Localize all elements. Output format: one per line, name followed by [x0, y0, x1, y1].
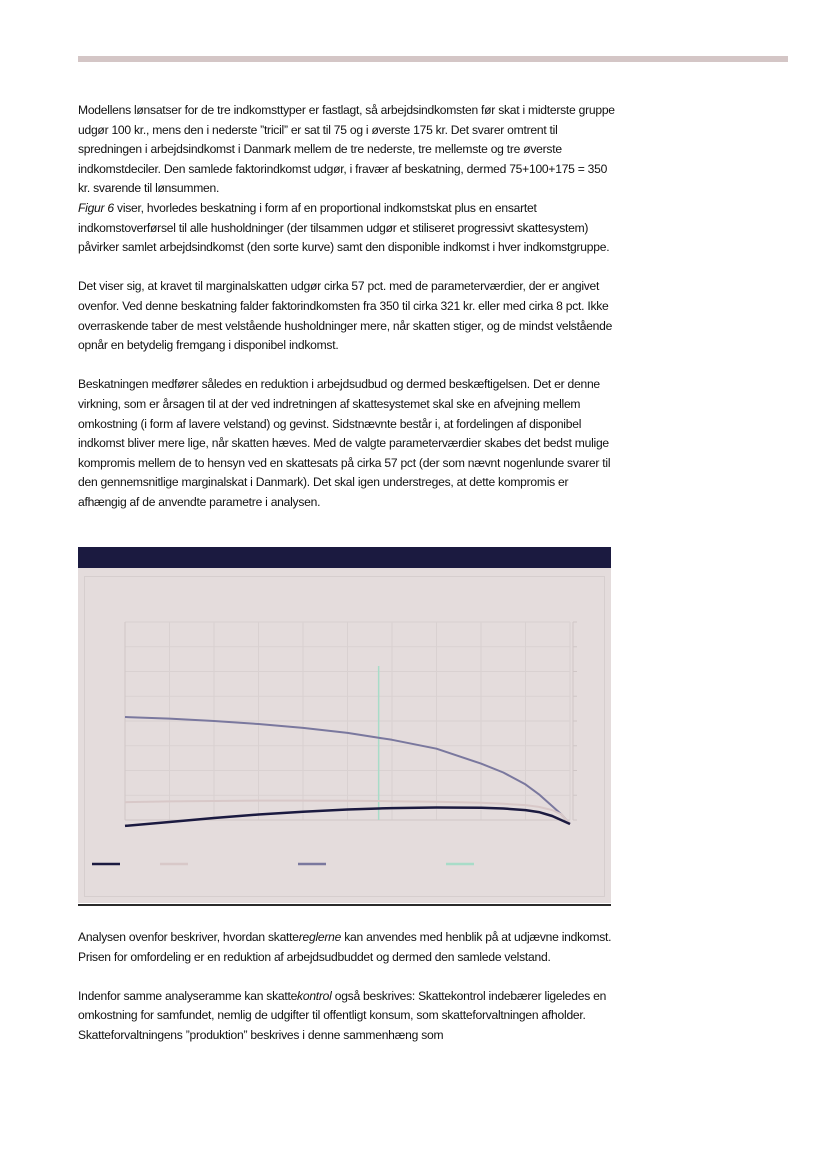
body-text-bottom — [78, 928, 618, 1046]
chart-grid — [125, 622, 570, 820]
paragraph-tax-control: Indenfor samme analyseramme kan skattekontrol også beskrives: Skattekontrol indebærer ligeledes en omkostning for samfundet, nemlig de udgifter til offentligt konsum, som skatteforvaltningen afholder. Skatteforvaltningens ”produktion” beskrives i denne sammenhæng som — [78, 988, 607, 1042]
paragraph-marginal-tax: Det viser sig, at kravet til marginalskatten udgør cirka 57 pct. med de parameterværdier, der er angivet ovenfor. Ved denne beskatning falder faktorindkomsten fra 350 til cirka 321 kr. eller med cirka 8 pct. Ikke overraskende taber de mest velstående husholdninger mere, når skatten stiger, og de mindst velstående opnår en betydelig fremgang i disponibel indkomst. — [78, 279, 613, 353]
paragraph-wage-rates: Modellens lønsatser for de tre indkomsttyper er fastlagt, så arbejdsindkomsten før skat i midterste gruppe udgør 100 kr., mens den i nederste ”tricil” er sat til 75 og i øverste 175 kr. Det svarer omtrent til spredningen i arbejdsindkomst i Danmark mellem de tre nederste, tre mellemste og tre øverste indkomstdeciler. Den samlede faktorindkomst udgør, i fravær af beskatning, dermed 75+100+175 = 350 kr. svarende til lønsummen. — [78, 103, 615, 196]
figure-reference: Figur 6 — [78, 200, 114, 215]
paragraph-tax-rules: Analysen ovenfor beskriver, hvordan skattereglerne kan anvendes med henblik på at udjævne indkomst. Prisen for omfordeling er en reduktion af arbejdsudbuddet og dermed den samlede velstand. — [78, 930, 612, 964]
paragraph-tradeoff: Beskatningen medfører således en reduktion i arbejdsudbud og dermed beskæftigelsen. Det er denne virkning, som er årsagen til at der ved indretningen af skattesystemet skal ske en afvejning mellem omkostning (i form af lavere velstand) og gevinst. Sidstnævnte består i, at fordelingen af disponibel indkomst bliver mere lige, når skatten hæves. Med de valgte parameterværdier skabes det bedst mulige kompromis mellem de to hensyn ved en skattesats på cirka 57 pct (der som nævnt nogenlunde svarer til den gennemsnitlige marginalskat i Danmark). Det skal igen understreges, at dette kompromis er afhængig af de anvendte parametre i analysen. — [78, 377, 611, 509]
figure-bottom-rule — [78, 904, 611, 906]
paragraph-figure-intro: Figur 6 viser, hvorledes beskatning i form af en proportional indkomstskat plus en ensartet indkomstoverførsel til alle husholdninger (der tilsammen udgør et stiliseret progressivt skattesystem) påvirker samlet arbejdsindkomst (den sorte kurve) samt den disponible indkomst i hver indkomstgruppe. — [78, 200, 610, 255]
